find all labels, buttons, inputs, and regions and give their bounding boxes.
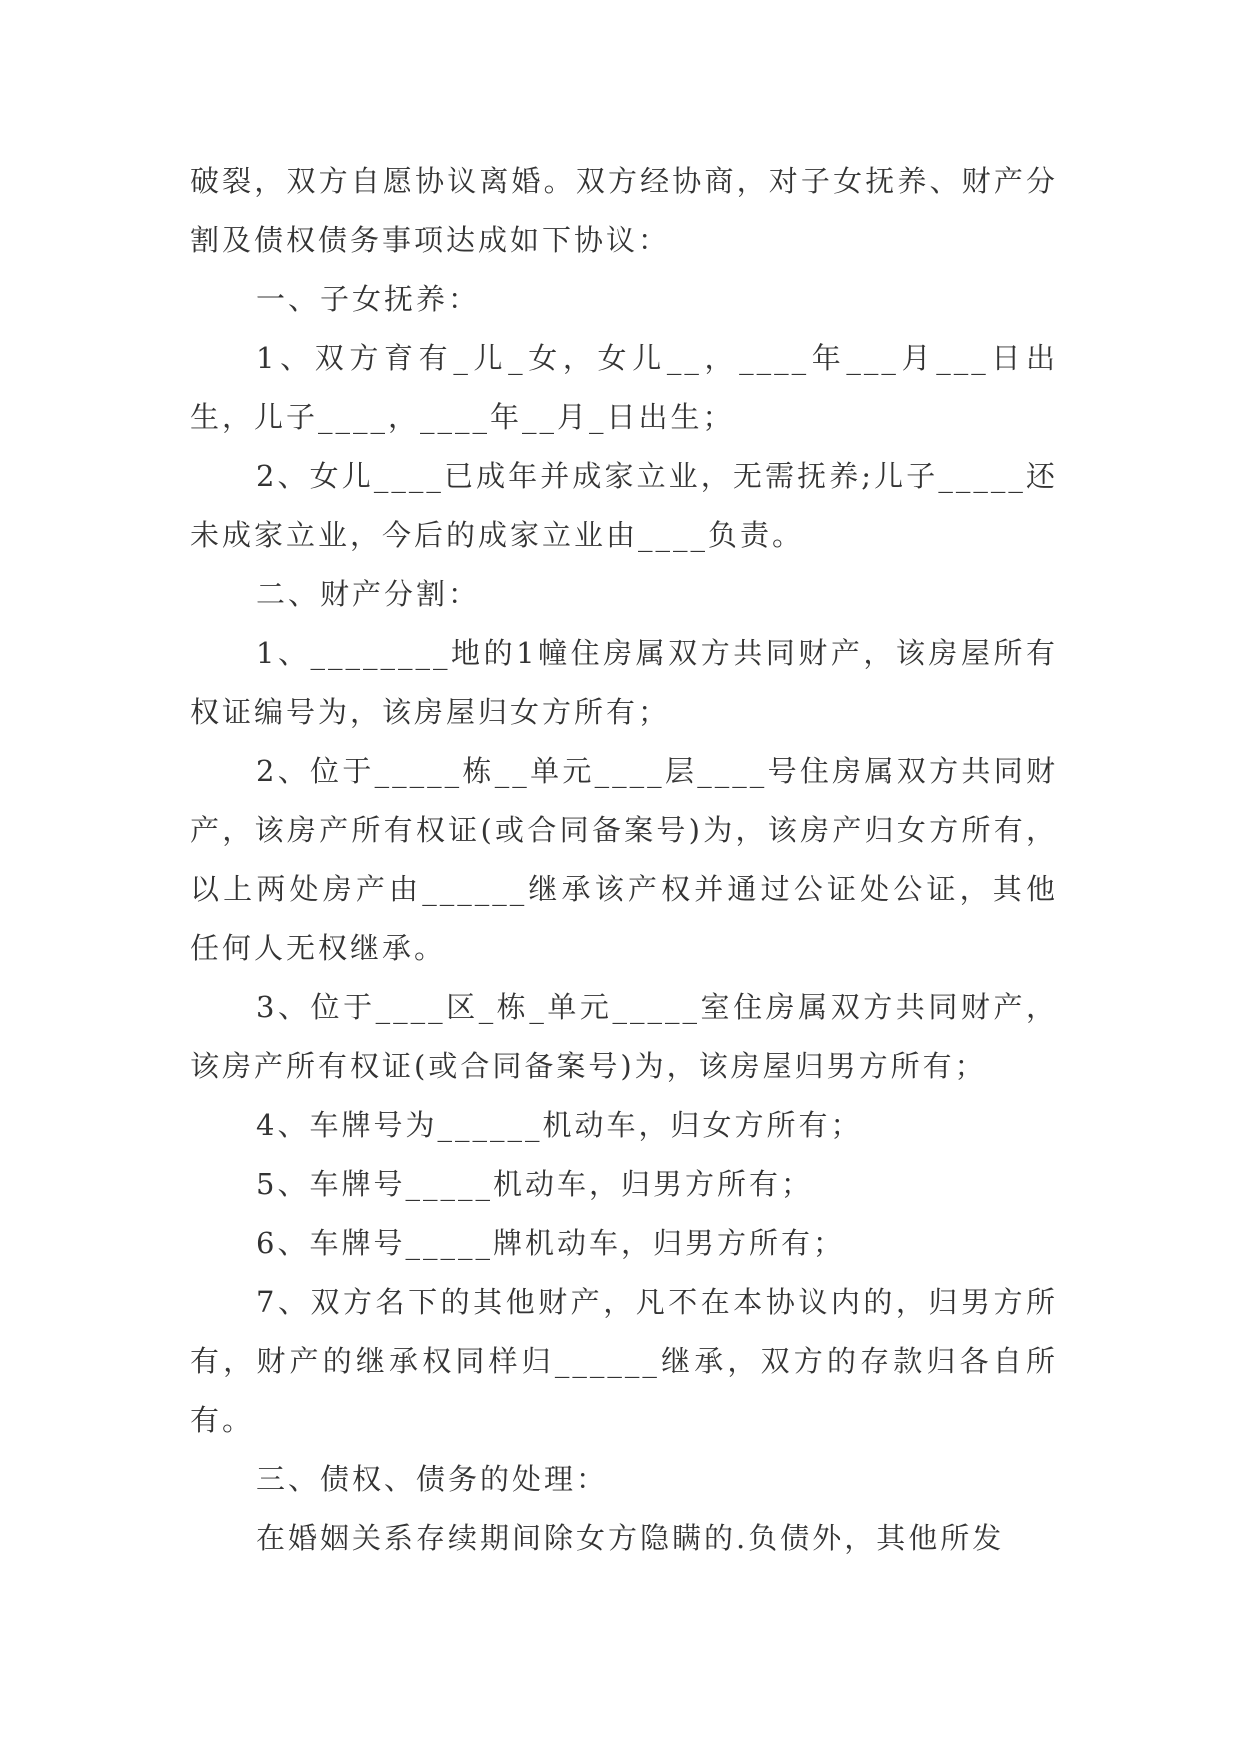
clause-children-born: 1、双方育有_儿_女，女儿__，____年___月___日出生，儿子____，____年__月_日出生；	[190, 341, 1058, 434]
clause-vehicle-6: 6、车牌号_____牌机动车，归男方所有；	[256, 1226, 845, 1260]
heading-debts: 三、债权、债务的处理：	[256, 1462, 609, 1496]
clause-debts: 在婚姻关系存续期间除女方隐瞒的.负债外，其他所发	[256, 1521, 1005, 1555]
heading-child-custody: 一、子女抚养：	[256, 282, 481, 316]
clause-other-property-7: 7、双方名下的其他财产，凡不在本协议内的，归男方所有，财产的继承权同样归______继承，双方的存款归各自所有。	[190, 1285, 1058, 1437]
clause-vehicle-4: 4、车牌号为______机动车，归女方所有；	[256, 1108, 863, 1142]
clause-property-2: 2、位于_____栋__单元____层____号住房属双方共同财产，该房产所有权证(或合同备案号)为，该房产归女方所有，以上两处房产由______继承该产权并通过公证处公证，其他任何人无权继承。	[190, 754, 1058, 965]
clause-vehicle-5: 5、车牌号_____机动车，归男方所有；	[256, 1167, 813, 1201]
heading-property-division: 二、财产分割：	[256, 577, 481, 611]
clause-property-1: 1、________地的1幢住房属双方共同财产，该房屋所有权证编号为，该房屋归女方所有；	[190, 636, 1058, 729]
clause-children-status: 2、女儿____已成年并成家立业，无需抚养;儿子_____还未成家立业，今后的成家立业由____负责。	[190, 459, 1058, 552]
paragraph-intro: 破裂，双方自愿协议离婚。双方经协商，对子女抚养、财产分割及债权债务事项达成如下协议：	[190, 164, 1058, 257]
clause-property-3: 3、位于____区_栋_单元_____室住房属双方共同财产，该房产所有权证(或合同备案号)为，该房屋归男方所有；	[190, 990, 1058, 1083]
document-body	[190, 152, 1058, 1568]
